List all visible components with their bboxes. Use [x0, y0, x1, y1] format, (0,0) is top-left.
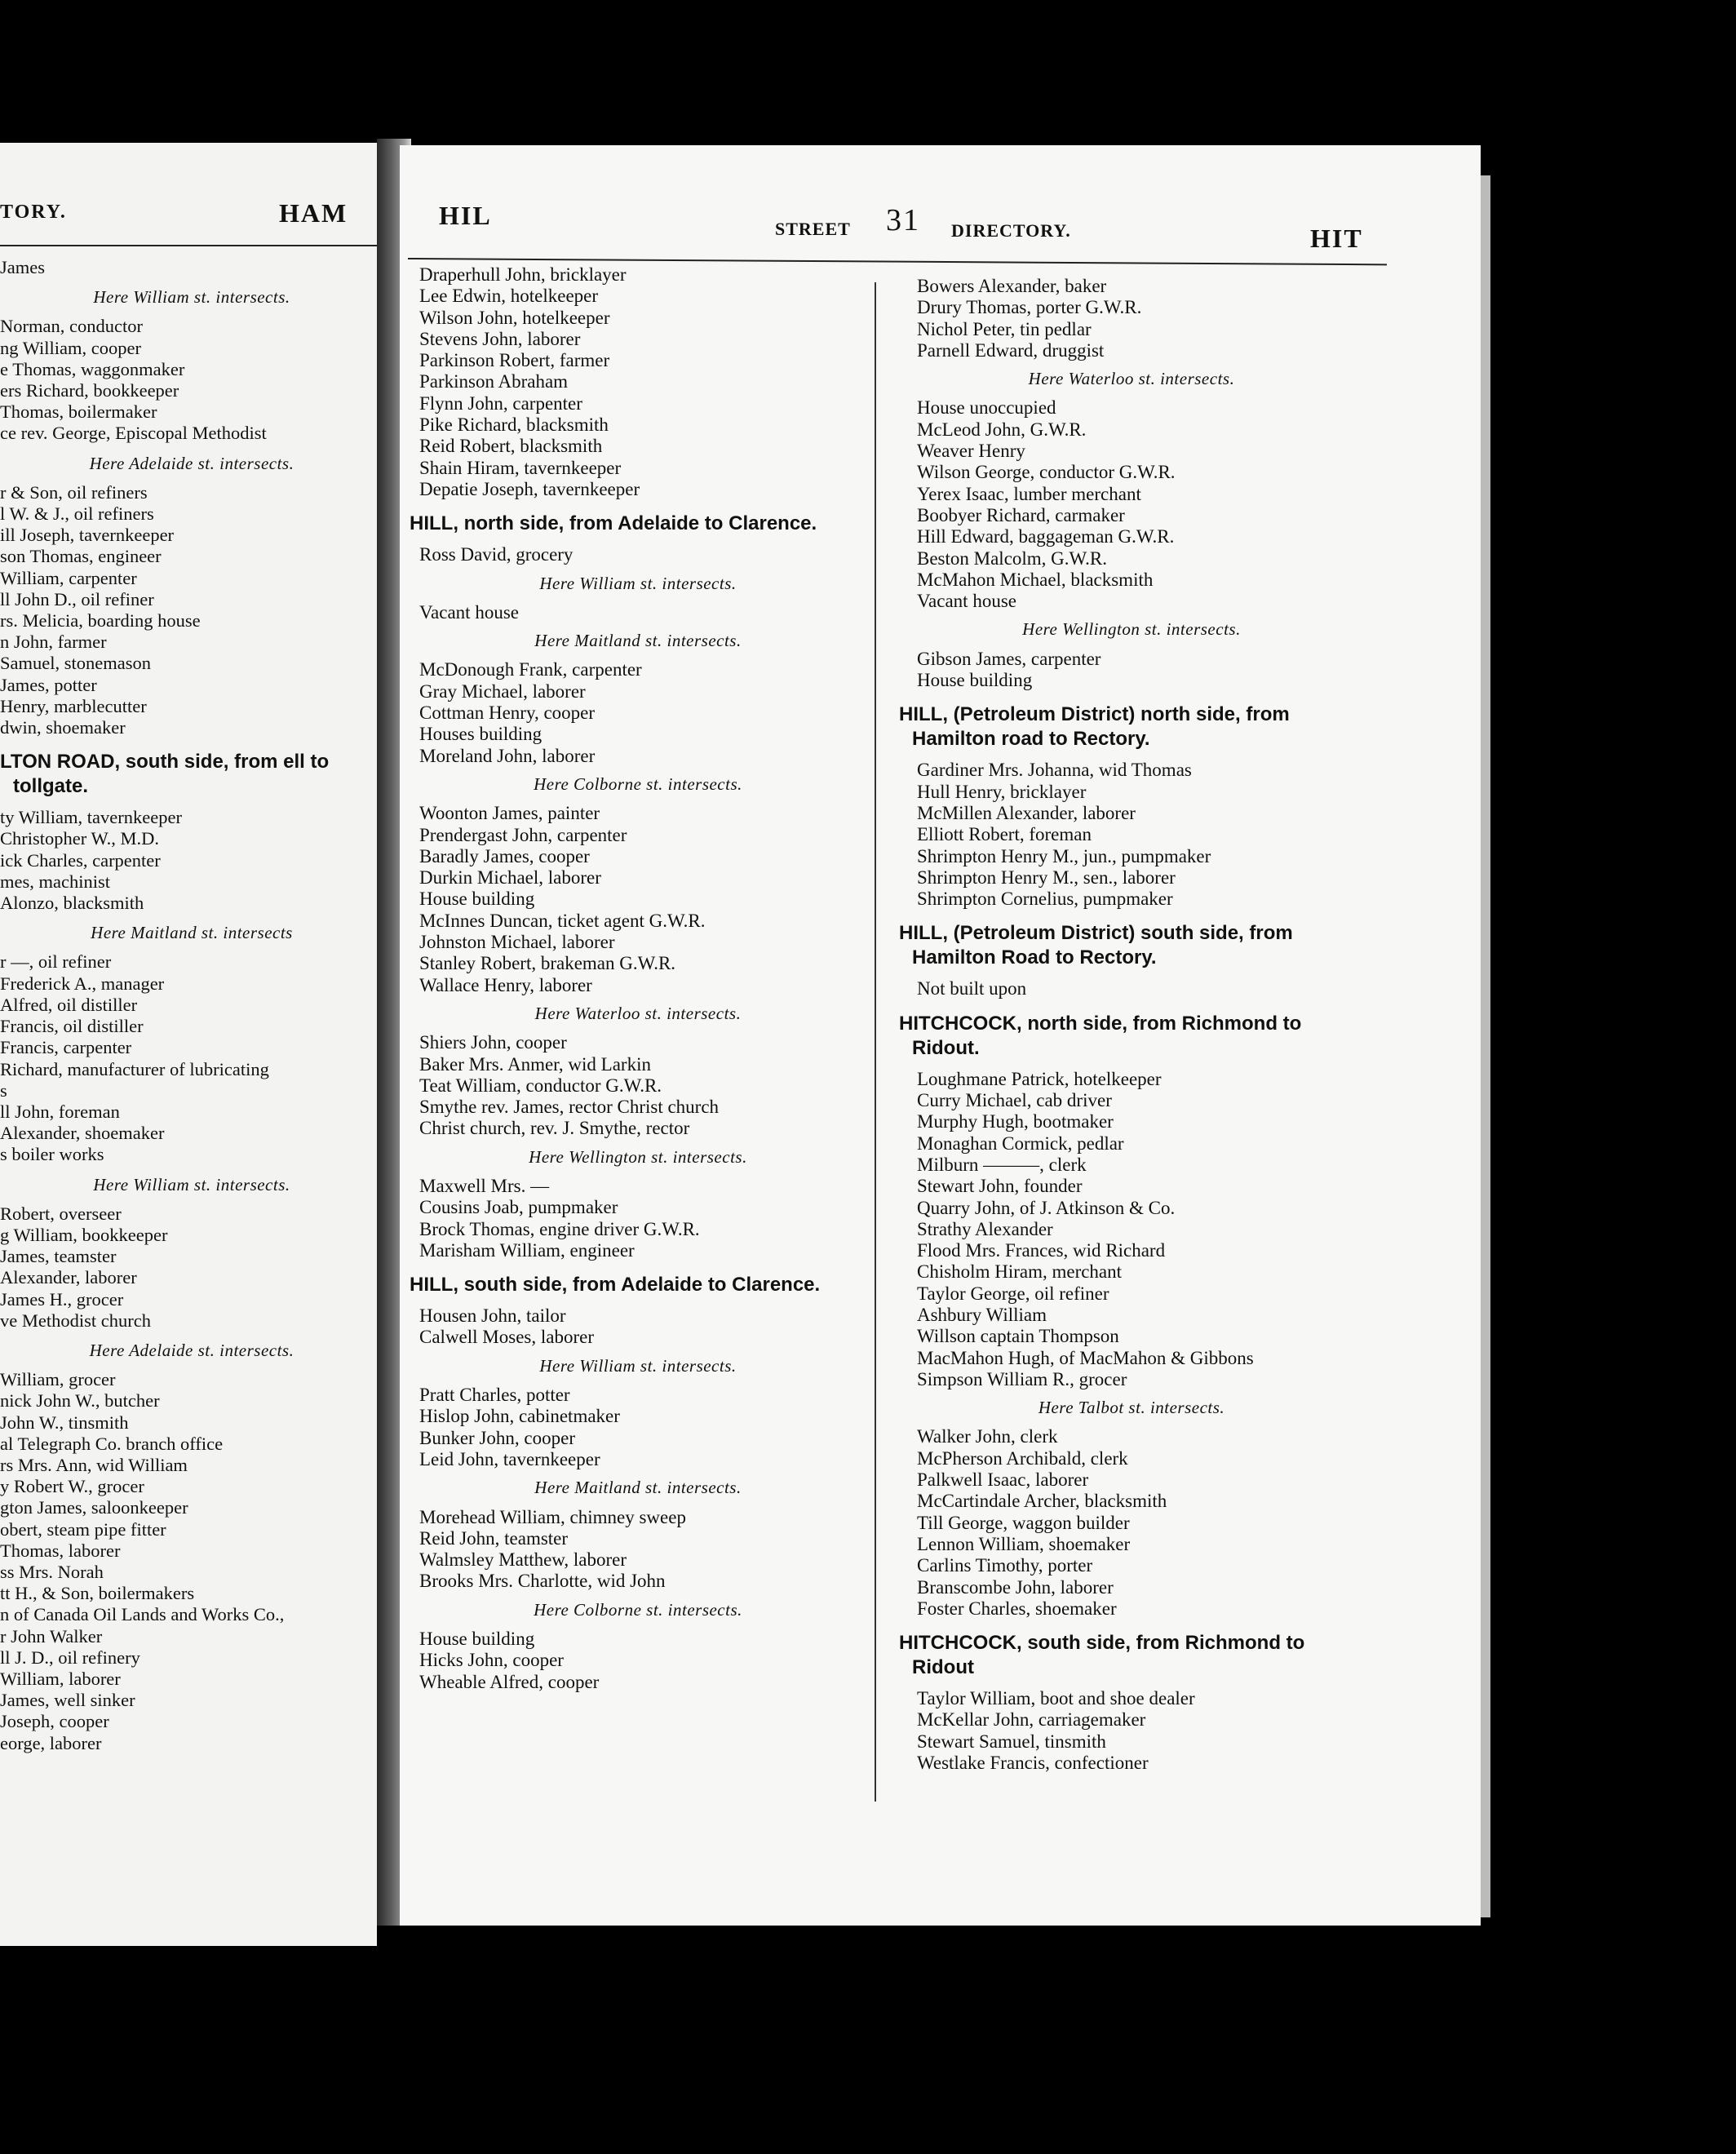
- directory-entry: Elliott Robert, foreman: [917, 824, 1092, 845]
- directory-entry: House building: [419, 1629, 535, 1650]
- directory-entry: McDonough Frank, carpenter: [419, 659, 642, 680]
- directory-entry: tt H., & Son, boilermakers: [0, 1583, 195, 1604]
- directory-entry: Carlins Timothy, porter: [917, 1555, 1093, 1576]
- street-heading: HITCHCOCK, north side, from Richmond to Ridout.: [899, 1012, 1302, 1059]
- page-edge: [1481, 175, 1490, 1917]
- directory-entry: Prendergast John, carpenter: [419, 824, 627, 845]
- directory-entry: Alexander, laborer: [0, 1267, 137, 1288]
- directory-entry: r & Son, oil refiners: [0, 481, 148, 503]
- directory-entry: James: [0, 257, 45, 277]
- directory-entry: William, laborer: [0, 1668, 121, 1689]
- left-page: [0, 143, 377, 1946]
- directory-entry: e Thomas, waggonmaker: [0, 358, 185, 379]
- directory-entry: Gibson James, carpenter: [917, 648, 1101, 669]
- directory-entry: Parnell Edward, druggist: [917, 339, 1105, 361]
- directory-entry: Joseph, cooper: [0, 1711, 109, 1732]
- directory-entry: Depatie Joseph, tavernkeeper: [419, 478, 640, 499]
- directory-entry: Beston Malcolm, G.W.R.: [917, 547, 1107, 569]
- directory-entry: Yerex Isaac, lumber merchant: [917, 483, 1141, 504]
- directory-entry: McLeod John, G.W.R.: [917, 419, 1087, 440]
- directory-entry: Christopher W., M.D.: [0, 828, 160, 849]
- directory-entry: Stevens John, laborer: [419, 328, 581, 349]
- directory-entry: Marisham William, engineer: [419, 1239, 635, 1261]
- directory-entry: Cousins Joab, pumpmaker: [419, 1197, 618, 1218]
- directory-entry: MacMahon Hugh, of MacMahon & Gibbons: [917, 1347, 1254, 1368]
- directory-entry: Woonton James, painter: [419, 803, 600, 824]
- directory-entry: Moreland John, laborer: [419, 745, 596, 766]
- directory-entry: Ross David, grocery: [419, 544, 574, 565]
- intersection-note: Here Maitland st. intersects.: [534, 1478, 742, 1498]
- directory-entry: Westlake Francis, confectioner: [917, 1753, 1149, 1774]
- directory-entry: Francis, oil distiller: [0, 1016, 144, 1037]
- directory-entry: Milburn ———, clerk: [917, 1154, 1087, 1175]
- directory-entry: William, grocer: [0, 1369, 116, 1390]
- directory-entry: Stanley Robert, brakeman G.W.R.: [419, 953, 676, 974]
- directory-entry: Hull Henry, bricklayer: [917, 781, 1087, 802]
- directory-entry: Boobyer Richard, carmaker: [917, 504, 1125, 525]
- directory-entry: Alonzo, blacksmith: [0, 893, 144, 914]
- directory-entry: Thomas, laborer: [0, 1540, 121, 1561]
- directory-entry: mes, machinist: [0, 871, 110, 892]
- directory-entry: Shain Hiram, tavernkeeper: [419, 457, 622, 478]
- directory-entry: Draperhull John, bricklayer: [419, 264, 627, 285]
- directory-entry: nick John W., butcher: [0, 1390, 160, 1412]
- directory-entry: Walmsley Matthew, laborer: [419, 1549, 627, 1571]
- directory-entry: r John Walker: [0, 1625, 103, 1647]
- directory-entry: Smythe rev. James, rector Christ church: [419, 1097, 720, 1118]
- directory-entry: Parkinson Abraham: [419, 371, 569, 392]
- column-one: [410, 264, 866, 1693]
- directory-entry: James, teamster: [0, 1246, 117, 1267]
- directory-entry: McInnes Duncan, ticket agent G.W.R.: [419, 910, 706, 931]
- directory-entry: Shrimpton Cornelius, pumpmaker: [917, 889, 1173, 910]
- column-divider: [875, 282, 876, 1802]
- header-street: STREET: [775, 219, 851, 239]
- directory-entry: Quarry John, of J. Atkinson & Co.: [917, 1197, 1176, 1218]
- directory-entry: Lee Edwin, hotelkeeper: [419, 286, 599, 307]
- directory-entry: Richard, manufacturer of lubricating: [0, 1058, 269, 1079]
- directory-entry: Drury Thomas, porter G.W.R.: [917, 297, 1142, 318]
- directory-entry: Pike Richard, blacksmith: [419, 414, 609, 436]
- directory-entry: s: [0, 1079, 7, 1101]
- directory-entry: ss Mrs. Norah: [0, 1561, 104, 1582]
- directory-entry: Shrimpton Henry M., sen., laborer: [917, 866, 1176, 888]
- directory-entry: g William, bookkeeper: [0, 1224, 168, 1245]
- directory-entry: Parkinson Robert, farmer: [419, 350, 610, 371]
- column-two: [899, 276, 1364, 1774]
- directory-entry: Till George, waggon builder: [917, 1512, 1130, 1533]
- directory-entry: House unoccupied: [917, 397, 1056, 419]
- directory-entry: ll John D., oil refiner: [0, 588, 154, 609]
- directory-entry: James H., grocer: [0, 1288, 124, 1310]
- intersection-note: Here Wellington st. intersects.: [1022, 619, 1241, 640]
- directory-entry: ll John, foreman: [0, 1101, 120, 1122]
- directory-entry: Durkin Michael, laborer: [419, 867, 601, 889]
- directory-entry: Simpson William R., grocer: [917, 1368, 1127, 1389]
- directory-entry: Taylor William, boot and shoe dealer: [917, 1688, 1195, 1709]
- intersection-note: Here Adelaide st. intersects.: [89, 453, 294, 473]
- directory-entry: Weaver Henry: [917, 441, 1025, 462]
- directory-entry: McMahon Michael, blacksmith: [917, 569, 1154, 590]
- left-column: [0, 257, 377, 1754]
- directory-entry: William, carpenter: [0, 567, 137, 588]
- directory-entry: Maxwell Mrs. —: [419, 1175, 550, 1196]
- directory-entry: Loughmane Patrick, hotelkeeper: [917, 1068, 1162, 1089]
- directory-entry: Vacant house: [917, 591, 1016, 612]
- directory-entry: gton James, saloonkeeper: [0, 1497, 188, 1518]
- directory-entry: McMillen Alexander, laborer: [917, 802, 1136, 823]
- directory-entry: ers Richard, bookkeeper: [0, 380, 179, 401]
- directory-entry: Monaghan Cormick, pedlar: [917, 1132, 1124, 1154]
- directory-entry: obert, steam pipe fitter: [0, 1518, 166, 1540]
- directory-entry: Frederick A., manager: [0, 973, 165, 994]
- directory-entry: Nichol Peter, tin pedlar: [917, 318, 1092, 339]
- directory-entry: n John, farmer: [0, 632, 107, 653]
- intersection-note: Here Waterloo st. intersects.: [1028, 369, 1235, 389]
- intersection-note: Here Colborne st. intersects.: [534, 1599, 742, 1620]
- directory-entry: Robert, overseer: [0, 1203, 122, 1224]
- directory-entry: James, well sinker: [0, 1690, 135, 1711]
- directory-entry: Wilson John, hotelkeeper: [419, 307, 610, 328]
- directory-entry: n of Canada Oil Lands and Works Co.,: [0, 1604, 285, 1625]
- directory-entry: Francis, carpenter: [0, 1037, 132, 1058]
- directory-entry: Murphy Hugh, bootmaker: [917, 1111, 1114, 1132]
- directory-entry: Palkwell Isaac, laborer: [917, 1469, 1089, 1491]
- directory-entry: Christ church, rev. J. Smythe, rector: [419, 1118, 690, 1139]
- directory-entry: Johnston Michael, laborer: [419, 932, 615, 953]
- directory-entry: Ashbury William: [917, 1304, 1047, 1325]
- directory-entry: r —, oil refiner: [0, 951, 112, 973]
- directory-entry: Thomas, boilermaker: [0, 401, 157, 423]
- intersection-note: Here William st. intersects.: [539, 573, 737, 593]
- directory-entry: Shiers John, cooper: [419, 1032, 567, 1053]
- street-heading: HITCHCOCK, south side, from Richmond to Ridout: [899, 1632, 1305, 1679]
- directory-entry: Norman, conductor: [0, 316, 143, 337]
- directory-entry: l W. & J., oil refiners: [0, 503, 154, 525]
- directory-entry: Brock Thomas, engine driver G.W.R.: [419, 1218, 700, 1239]
- directory-entry: Baker Mrs. Anmer, wid Larkin: [419, 1053, 651, 1075]
- directory-entry: Flood Mrs. Frances, wid Richard: [917, 1240, 1166, 1261]
- directory-entry: al Telegraph Co. branch office: [0, 1433, 224, 1454]
- directory-entry: Gardiner Mrs. Johanna, wid Thomas: [917, 760, 1192, 781]
- directory-entry: Houses building: [419, 724, 542, 745]
- directory-entry: Brooks Mrs. Charlotte, wid John: [419, 1571, 666, 1592]
- street-heading: HILL, (Petroleum District) south side, from Hamilton Road to Rectory.: [899, 922, 1293, 969]
- intersection-note: Here Waterloo st. intersects.: [534, 1003, 742, 1023]
- directory-entry: Housen John, tailor: [419, 1305, 566, 1327]
- directory-entry: Reid John, teamster: [419, 1527, 569, 1549]
- directory-entry: Willson captain Thompson: [917, 1326, 1119, 1347]
- directory-entry: ick Charles, carpenter: [0, 849, 161, 871]
- directory-entry: McKellar John, carriagemaker: [917, 1709, 1146, 1731]
- directory-entry: Lennon William, shoemaker: [917, 1533, 1131, 1554]
- directory-entry: Gray Michael, laborer: [419, 680, 586, 702]
- street-heading: HILL, north side, from Adelaide to Clarence.: [410, 512, 817, 535]
- intersection-note: Here Maitland st. intersects.: [534, 631, 742, 651]
- directory-entry: ve Methodist church: [0, 1310, 151, 1331]
- directory-entry: House building: [419, 889, 535, 910]
- directory-entry: Reid Robert, blacksmith: [419, 436, 603, 457]
- directory-entry: Baradly James, cooper: [419, 845, 590, 866]
- directory-entry: Hislop John, cabinetmaker: [419, 1406, 620, 1427]
- directory-entry: s boiler works: [0, 1144, 104, 1165]
- directory-entry: rs. Melicia, boarding house: [0, 610, 201, 632]
- directory-entry: ty William, tavernkeeper: [0, 807, 182, 828]
- directory-entry: eorge, laborer: [0, 1732, 102, 1753]
- header-left-word: HIL: [439, 201, 492, 230]
- intersection-note: Here Adelaide st. intersects.: [89, 1340, 294, 1360]
- directory-entry: Curry Michael, cab driver: [917, 1090, 1112, 1111]
- intersection-note: Here William st. intersects.: [539, 1355, 737, 1376]
- street-heading: HILL, south side, from Adelaide to Clarence.: [410, 1274, 821, 1296]
- directory-entry: Calwell Moses, laborer: [419, 1327, 594, 1348]
- intersection-note: Here William st. intersects.: [93, 1174, 290, 1194]
- intersection-note: Here Wellington st. intersects.: [529, 1146, 747, 1167]
- directory-entry: ll J. D., oil refinery: [0, 1647, 140, 1668]
- directory-entry: Morehead William, chimney sweep: [419, 1506, 686, 1527]
- directory-entry: McCartindale Archer, blacksmith: [917, 1491, 1167, 1512]
- directory-entry: Wilson George, conductor G.W.R.: [917, 462, 1176, 483]
- directory-entry: ce rev. George, Episcopal Methodist: [0, 423, 267, 444]
- directory-entry: ill Joseph, tavernkeeper: [0, 525, 175, 546]
- directory-entry: Hill Edward, baggageman G.W.R.: [917, 526, 1175, 547]
- directory-entry: Alexander, shoemaker: [0, 1123, 165, 1144]
- directory-entry: Alfred, oil distiller: [0, 994, 138, 1015]
- directory-entry: Leid John, tavernkeeper: [419, 1448, 600, 1469]
- street-heading: HILL, (Petroleum District) north side, from Hamilton road to Rectory.: [899, 703, 1290, 751]
- directory-entry: rs Mrs. Ann, wid William: [0, 1454, 188, 1475]
- street-heading: LTON ROAD, south side, from ell to tollgate.: [0, 751, 330, 798]
- directory-entry: House building: [917, 670, 1033, 691]
- directory-entry: Cottman Henry, cooper: [419, 702, 596, 724]
- header-directory: DIRECTORY.: [951, 220, 1071, 241]
- directory-entry: Hicks John, cooper: [419, 1650, 564, 1671]
- directory-entry: Henry, marblecutter: [0, 695, 147, 716]
- directory-entry: Walker John, clerk: [917, 1426, 1058, 1447]
- directory-entry: ng William, cooper: [0, 337, 142, 358]
- directory-entry: James, potter: [0, 674, 97, 695]
- intersection-note: Here Colborne st. intersects.: [534, 773, 742, 794]
- directory-entry: Foster Charles, shoemaker: [917, 1598, 1117, 1619]
- intersection-note: Here Maitland st. intersects: [91, 923, 293, 943]
- directory-entry: Pratt Charles, potter: [419, 1385, 570, 1406]
- directory-entry: Branscombe John, laborer: [917, 1576, 1114, 1598]
- directory-entry: John W., tinsmith: [0, 1412, 129, 1433]
- intersection-note: Here William st. intersects.: [93, 287, 290, 308]
- directory-entry: Stewart Samuel, tinsmith: [917, 1731, 1106, 1752]
- directory-entry: Flynn John, carpenter: [419, 392, 582, 414]
- intersection-note: Here Talbot st. intersects.: [1038, 1398, 1225, 1418]
- directory-entry: Chisholm Hiram, merchant: [917, 1261, 1123, 1283]
- directory-entry: Not built upon: [917, 978, 1027, 999]
- left-header-left: TORY.: [0, 202, 67, 223]
- directory-entry: Teat William, conductor G.W.R.: [419, 1075, 662, 1096]
- directory-entry: Samuel, stonemason: [0, 653, 151, 674]
- directory-entry: y Robert W., grocer: [0, 1476, 144, 1497]
- directory-entry: Taylor George, oil refiner: [917, 1283, 1109, 1304]
- left-header-rule: [0, 245, 377, 246]
- directory-entry: Stewart John, founder: [917, 1176, 1083, 1197]
- directory-entry: Wallace Henry, laborer: [419, 974, 592, 995]
- directory-entry: Vacant house: [419, 601, 519, 623]
- directory-entry: Strathy Alexander: [917, 1218, 1053, 1239]
- directory-entry: Bunker John, cooper: [419, 1427, 575, 1448]
- right-page: [400, 145, 1481, 1926]
- directory-entry: Bowers Alexander, baker: [917, 276, 1107, 296]
- left-header-right: HAM: [279, 198, 348, 228]
- header-right-word: HIT: [1310, 224, 1363, 253]
- directory-entry: McPherson Archibald, clerk: [917, 1447, 1128, 1469]
- directory-entry: son Thomas, engineer: [0, 546, 162, 567]
- directory-entry: Shrimpton Henry M., jun., pumpmaker: [917, 845, 1211, 866]
- page-number: 31: [886, 203, 920, 237]
- directory-entry: dwin, shoemaker: [0, 717, 126, 738]
- directory-entry: Wheable Alfred, cooper: [419, 1671, 600, 1692]
